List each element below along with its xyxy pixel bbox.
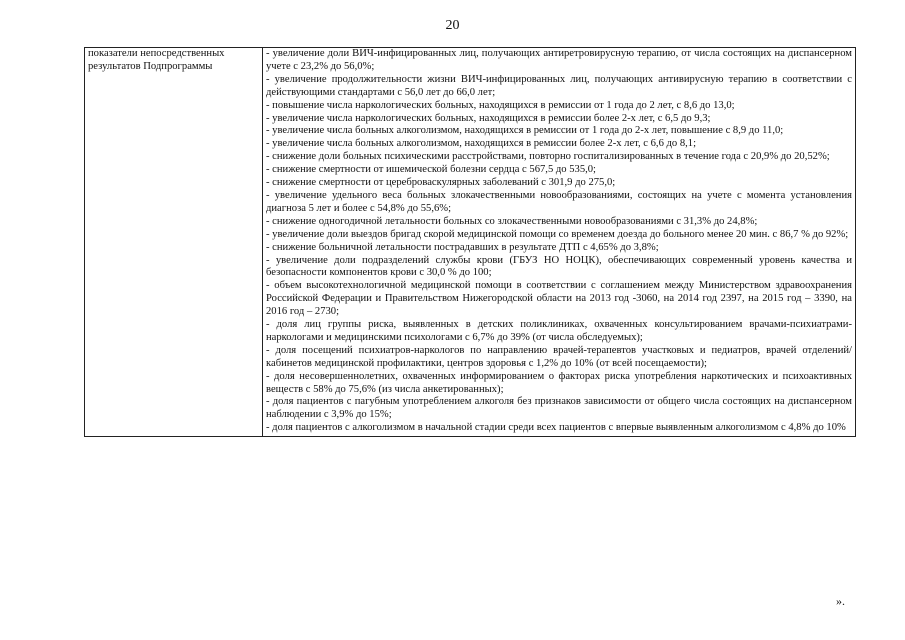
list-item: - увеличение удельного веса больных злокачественными новообразованиями, состоящих на учете с момента установления диагноза 5 лет и более с 54,8% до 55,6%; bbox=[266, 189, 852, 214]
list-item: - снижение одногодичной летальности больных со злокачественными новообразованиями с 31,3% до 24,8%; bbox=[266, 215, 758, 227]
list-item: - увеличение числа больных алкоголизмом, находящихся в ремиссии более 2-х лет, с 6,6 до 8,1; bbox=[266, 138, 697, 150]
list-item: - увеличение числа больных алкоголизмом, находящихся в ремиссии от 1 года до 2-х лет, повышение с 8,9 до 11,0; bbox=[266, 125, 784, 137]
list-item: - доля пациентов с алкоголизмом в начальной стадии среди всех пациентов с впервые выявленным алкоголизмом с 4,8% до 10% bbox=[266, 422, 846, 434]
list-item: - снижение больничной летальности пострадавших в результате ДТП с 4,65% до 3,8%; bbox=[266, 241, 659, 253]
list-item: - увеличение доли выездов бригад скорой медицинской помощи со временем доезда до больного менее 20 мин. с 86,7 % до 92%; bbox=[266, 228, 849, 240]
list-item: - доля посещений психиатров-наркологов по направлению врачей-терапевтов участковых и педиатров, врачей отделений/кабинетов медицинской профилактики, центров здоровья с 1,2% до 10% (от всей посещаемости); bbox=[266, 344, 852, 369]
page-number: 20 bbox=[445, 18, 460, 33]
list-item: - доля несовершеннолетних, охваченных информированием о факторах риска употребления наркотических и психоактивных веществ с 58% до 75,6% (из числа анкетированных); bbox=[266, 370, 852, 395]
list-item: - увеличение числа наркологических больных, находящихся в ремиссии более 2-х лет, с 6,5 до 9,3; bbox=[266, 112, 711, 124]
list-item: - доля пациентов с пагубным употреблением алкоголя без признаков зависимости от общего числа состоящих на диспансерном наблюдении с 3,9% до 15%; bbox=[266, 396, 852, 421]
row-label: показатели непосредственных результатов Подпрограммы bbox=[85, 48, 263, 437]
table-row bbox=[85, 48, 856, 437]
indicator-list bbox=[263, 48, 856, 437]
list-item: - доля лиц группы риска, выявленных в детских поликлиниках, охваченных консультированием врачами-психиатрами-наркологами и медицинскими психологами с 6,7% до 39% (от числа обследуемых); bbox=[266, 319, 852, 343]
list-item: - увеличение доли ВИЧ-инфицированных лиц, получающих антиретровирусную терапию, от числа состоящих на диспансерном учете с 23,2% до 56,0%; bbox=[266, 48, 852, 72]
list-item: - снижение смертности от цереброваскулярных заболеваний с 301,9 до 275,0; bbox=[266, 177, 616, 189]
list-item: - объем высокотехнологичной медицинской помощи в соответствии с соглашением между Министерством здравоохранения Российской Федерации и Правительством Нижегородской области на 2013 год -3060, на 2014 год 2397, на 2015 год – 3390, на 2016 год – 2730; bbox=[266, 280, 852, 318]
list-item: - снижение доли больных психическими расстройствами, повторно госпитализированных в течение года с 20,9% до 20,52%; bbox=[266, 151, 830, 163]
list-item: - повышение числа наркологических больных, находящихся в ремиссии от 1 года до 2 лет, с 8,6 до 13,0; bbox=[266, 99, 735, 111]
list-item: - увеличение продолжительности жизни ВИЧ-инфицированных лиц, получающих антивирусную терапию в соответствии с действующими стандартами с 56,0 лет до 66,0 лет; bbox=[266, 73, 852, 98]
list-item: - снижение смертности от ишемической болезни сердца с 567,5 до 535,0; bbox=[266, 164, 597, 176]
list-item: - увеличение доли подразделений службы крови (ГБУЗ НО НОЦК), обеспечивающих современный уровень качества и безопасности компонентов крови с 30,0 % до 100; bbox=[266, 254, 852, 279]
closing-quote-mark: ». bbox=[836, 594, 845, 608]
indicators-table bbox=[84, 47, 856, 437]
